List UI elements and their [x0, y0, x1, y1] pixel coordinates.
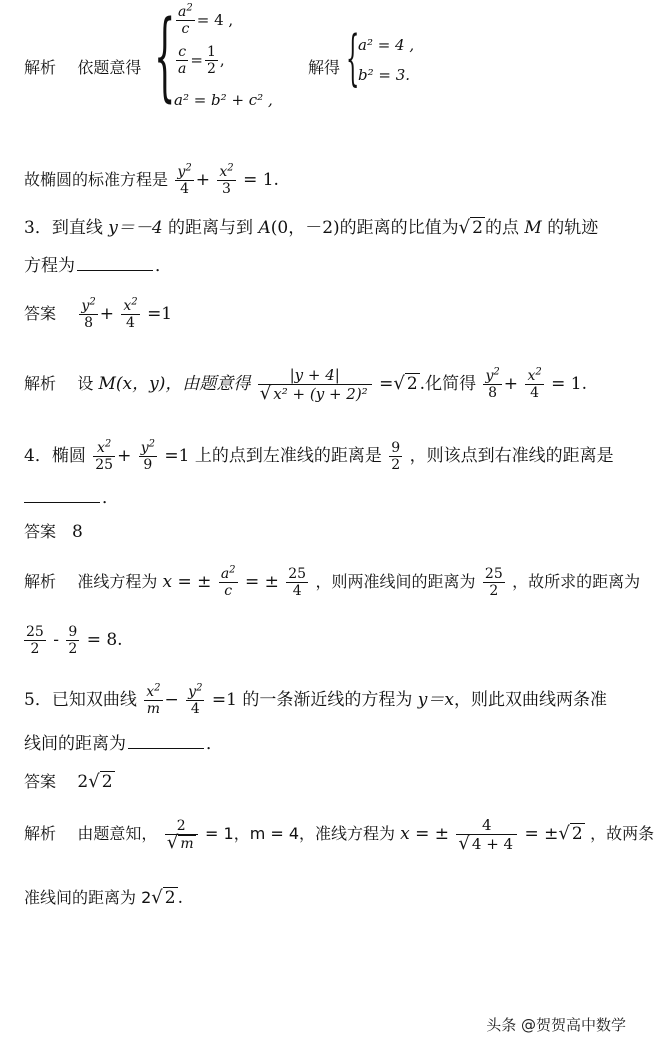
q5-solution-1: 解析 由题意知， $\frac{2}{√ m}$ = 1，m = 4，准线方程为 x = ± $\frac{4}{√ 4 + 4}$ = ±√ 2 ，故两条: [24, 816, 654, 854]
eq-row-1: $\frac{a^2}{c}$ = 4 ,: [178, 1, 234, 37]
q3-solution: 解析 设 M(x，y)，由题意得 $\frac{|y + 4|}{\text{√ x² + (y + 2)²}}$ =√ 2 .化简得 $\frac{y^2}{8}$ + $\frac{x^2}{4}$ = 1.: [24, 366, 587, 404]
result-row-2: b² = 3.: [358, 66, 411, 84]
q4-solution-1: 解析 准线方程为 x = ± $\frac{a^2}{c}$ = ± $\frac{25}{4}$ ，则两准线间的距离为 $\frac{25}{2}$ ，故所求的距离为: [24, 564, 641, 599]
q5-line-2: 线间的距离为 ．: [24, 734, 223, 754]
q3-answer: 答案 $\frac{y^2}{8}$ + $\frac{x^2}{4}$ =1: [24, 296, 173, 331]
result-system: [358, 30, 414, 90]
q3-line-2: 方程为 ．: [24, 256, 172, 276]
label-jiexi: 解析: [24, 58, 57, 77]
q4-line-1: 4．椭圆 $\frac{x^2}{25}$ + $\frac{y^2}{9}$ =1 上的点到左准线的距离是 $\frac{9}{2}$ ，则该点到右准线的距离是: [24, 438, 614, 473]
q4-line-2: ．: [24, 486, 626, 510]
q4-solution-2: $\frac{25}{2}$ - $\frac{9}{2}$ = 8.: [26, 624, 123, 657]
watermark: 头条 @贺贺高中数学: [486, 1016, 626, 1034]
solve-label: 解得: [308, 58, 341, 77]
eq-row-2: $\frac{c}{a}$ = $\frac{1}{2}$ ,: [178, 43, 225, 77]
q3-line-1: 3．到直线 y＝－4 的距离与到 A(0，－2)的距离的比值为√ 2 的点 M 的轨迹: [24, 217, 599, 238]
answer-blank: [77, 254, 153, 271]
eq-row-3: a² = b² + c² ,: [174, 91, 273, 109]
left-brace-1: {: [154, 0, 176, 112]
q5-solution-2: 准线间的距离为 2√ 2 .: [24, 887, 183, 908]
left-brace-2: {: [346, 23, 360, 93]
q5-line-1: 5．已知双曲线 $\frac{x^2}{m}$ − $\frac{y^2}{4}$ =1 的一条渐近线的方程为 y＝x，则此双曲线两条准: [24, 682, 607, 717]
result-row-1: a² = 4 ,: [358, 36, 415, 54]
equation-system: [174, 0, 273, 120]
q4-answer: 答案 8: [24, 522, 83, 542]
intro-text: 依题意得: [77, 58, 142, 77]
q5-answer: 答案 2√ 2: [24, 771, 113, 792]
conclusion-line: 故椭圆的标准方程是 $\frac{y^2}{4}$ + $\frac{x^2}{3}$ = 1.: [24, 162, 279, 197]
